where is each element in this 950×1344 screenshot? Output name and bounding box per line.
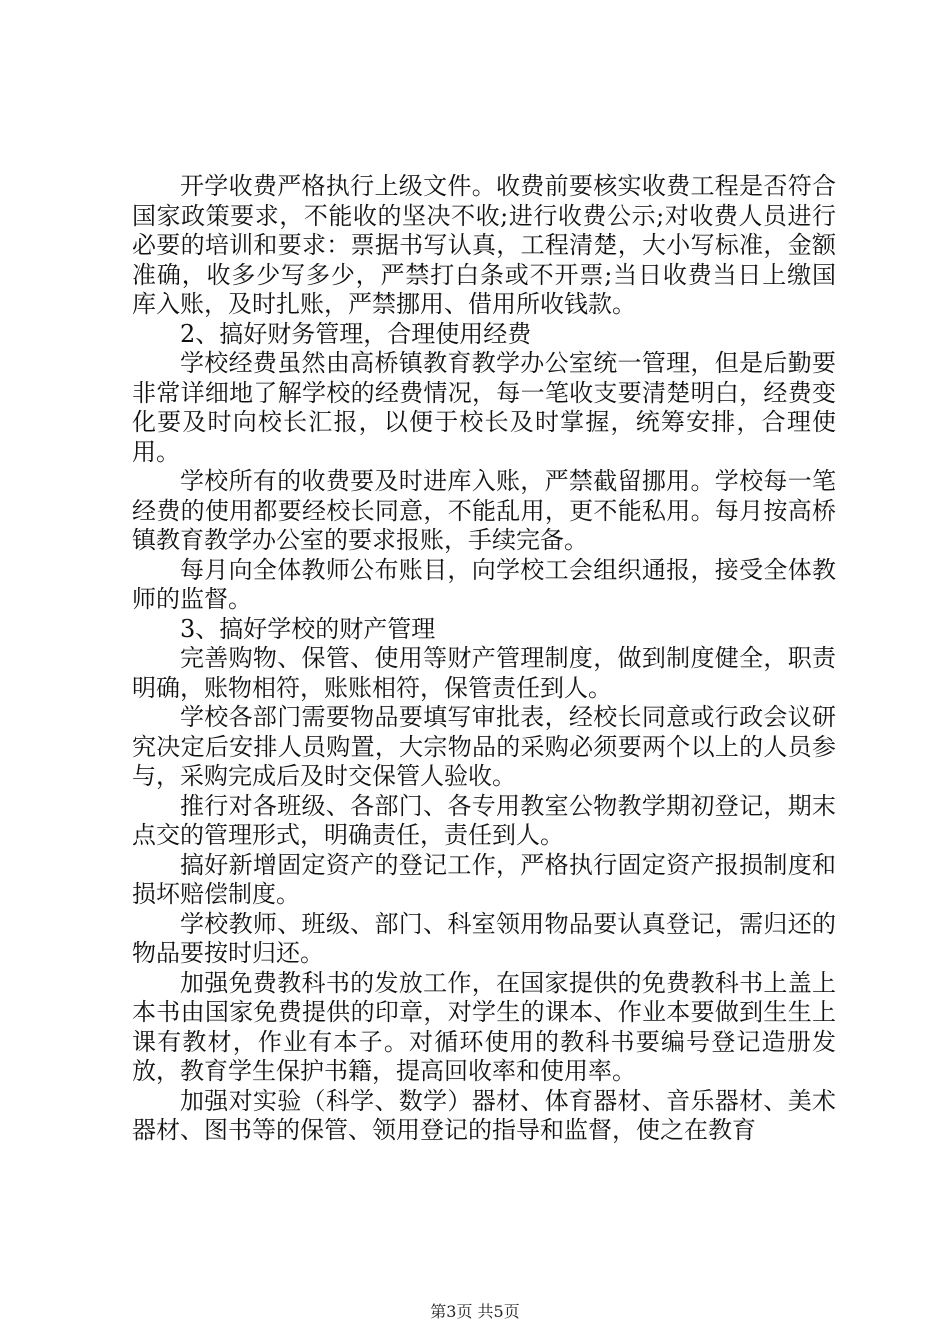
paragraph-7: 完善购物、保管、使用等财产管理制度，做到制度健全，职责明确，账物相符，账账相符，保管责任到人。 (132, 644, 836, 702)
paragraph-3: 学校经费虽然由高桥镇教育教学办公室统一管理，但是后勤要非常详细地了解学校的经费情况，每一笔收支要清楚明白，经费变化要及时向校长汇报，以便于校长及时掌握，统筹安排，合理使用。 (132, 349, 836, 466)
paragraph-13: 加强对实验（科学、数学）器材、体育器材、音乐器材、美术器材、图书等的保管、领用登记的指导和监督，使之在教育 (132, 1086, 836, 1144)
paragraph-11: 学校教师、班级、部门、科室领用物品要认真登记，需归还的物品要按时归还。 (132, 909, 836, 967)
paragraph-8: 学校各部门需要物品要填写审批表，经校长同意或行政会议研究决定后安排人员购置，大宗物品的采购必须要两个以上的人员参与，采购完成后及时交保管人验收。 (132, 703, 836, 790)
paragraph-9: 推行对各班级、各部门、各专用教室公物教学期初登记，期末点交的管理形式，明确责任，责任到人。 (132, 791, 836, 849)
paragraph-12: 加强免费教科书的发放工作，在国家提供的免费教科书上盖上本书由国家免费提供的印章，对学生的课本、作业本要做到生生上课有教材，作业有本子。对循环使用的教科书要编号登记造册发放，教育学生保护书籍，提高回收率和使用率。 (132, 968, 836, 1085)
section-heading-3: 3、搞好学校的财产管理 (180, 614, 436, 643)
page-number-footer: 第3页 共5页 (430, 1302, 520, 1321)
paragraph-5: 每月向全体教师公布账目，向学校工会组织通报，接受全体教师的监督。 (132, 555, 836, 613)
paragraph-1: 开学收费严格执行上级文件。收费前要核实收费工程是否符合国家政策要求，不能收的坚决不收;进行收费公示;对收费人员进行必要的培训和要求：票据书写认真，工程清楚，大小写标准，金额准确，收多少写多少，严禁打白条或不开票;当日收费当日上缴国库入账，及时扎账，严禁挪用、借用所收钱款。 (132, 172, 836, 318)
section-heading-2: 2、搞好财务管理，合理使用经费 (180, 319, 532, 348)
document-body (132, 172, 836, 1146)
paragraph-4: 学校所有的收费要及时进库入账，严禁截留挪用。学校每一笔经费的使用都要经校长同意，不能乱用，更不能私用。每月按高桥镇教育教学办公室的要求报账，手续完备。 (132, 467, 836, 554)
paragraph-10: 搞好新增固定资产的登记工作，严格执行固定资产报损制度和损坏赔偿制度。 (132, 850, 836, 908)
